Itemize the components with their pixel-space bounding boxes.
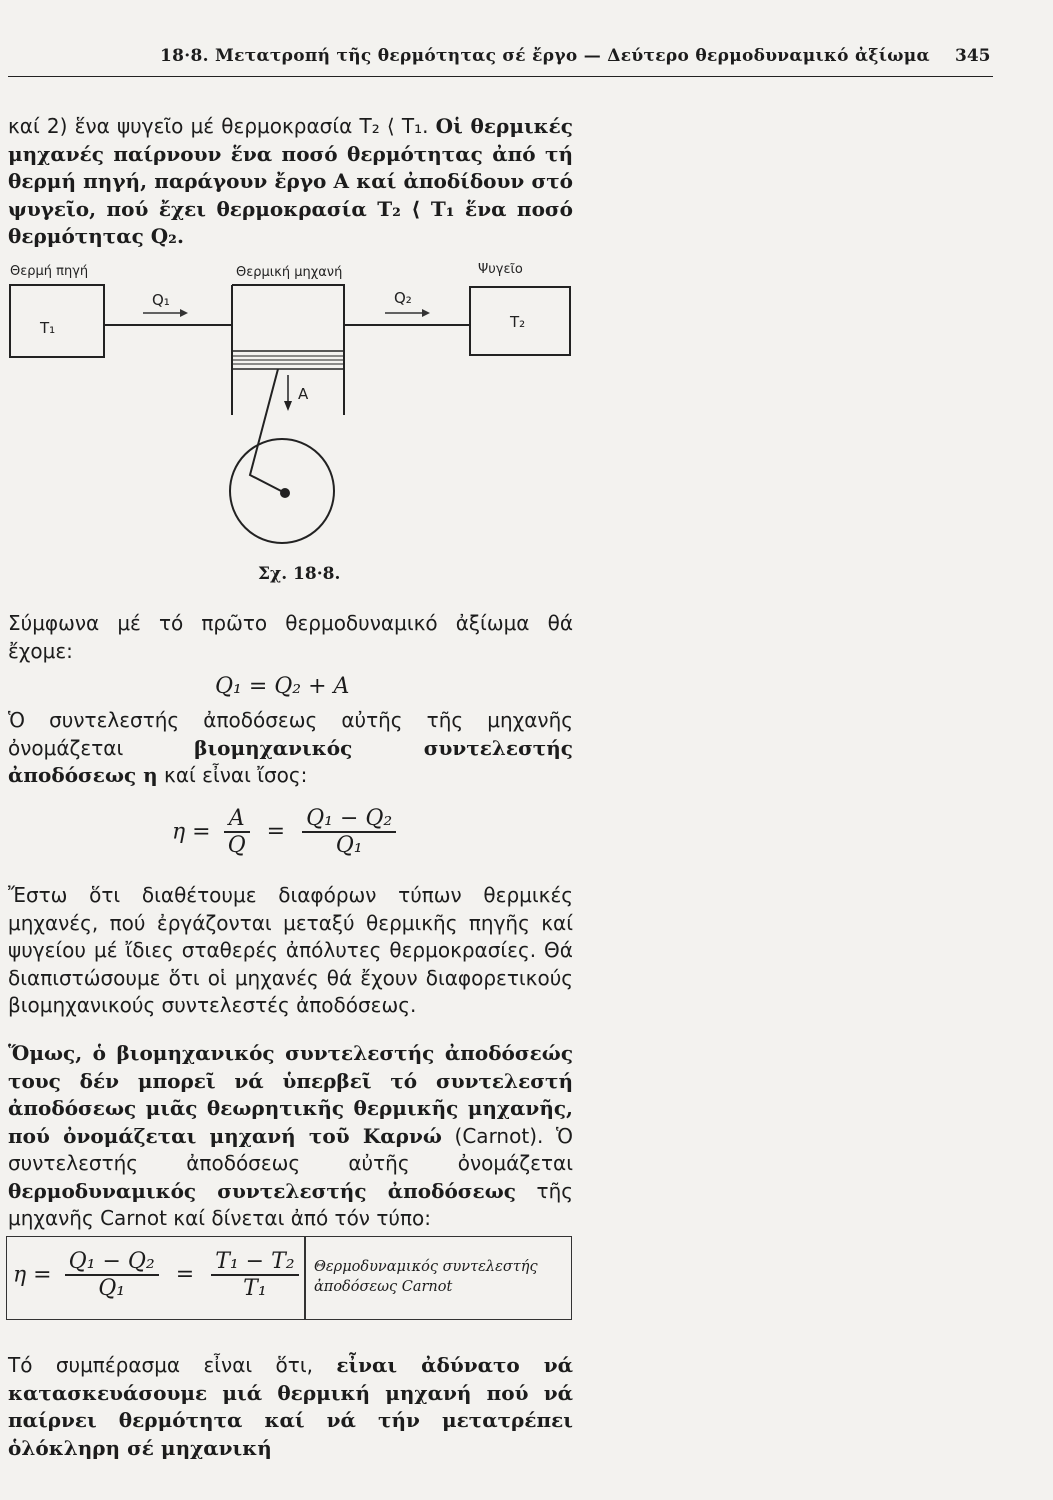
intro-bold: Οἱ θερμικές μηχανές παίρνουν ἕνα ποσό θερμότητας ἀπό τή θερμή πηγή, παράγουν ἔργο A καί ἀποδίδουν στό ψυγεῖο, πού ἔχει θερμοκρασία T₂ ⟨ T₁ ἕνα ποσό θερμότητας Q₂. [8,114,573,248]
intro-text: καί 2) ἕνα ψυγεῖο μέ θερμοκρασία T₂ ⟨ T₁. [8,114,436,138]
eq3-equals: = [175,1262,195,1288]
eq2-num2: Q₁ − Q₂ [306,806,393,831]
figure-caption: Σχ. 18·8. [258,564,341,584]
carnot-text-b: τῆς μηχανῆς Carnot καί δίνεται ἀπό τόν τύπο: [8,1178,574,1230]
carnot-paragraph [8,1040,573,1233]
intro-paragraph [8,113,573,251]
cold-label: Ψυγεῖο [478,262,523,277]
carnot-bold: Ὅμως, ὁ βιομηχανικός συντελεστής ἀποδόσεώς τους δέν μπορεῖ νά ὑπερβεῖ τό συντελεστή ἀποδόσεως μιᾶς θεωρητικῆς θερμικῆς μηχανῆς, πού ὀνομάζεται μηχανή τοῦ Καρνώ [8,1041,573,1148]
hot-source-label: Θερμή πηγή [10,264,89,279]
carnot-formula-box [6,1236,572,1320]
page-number: 345 [955,46,991,66]
engines-paragraph: Ἔστω ὅτι διαθέτουμε διαφόρων τύπων θερμικές μηχανές, πού ἐργάζονται μεταξύ θερμικῆς πηγῆς καί ψυγείου μέ ἴδιες σταθερές ἀπόλυτες θερμοκρασίες. Θά διαπιστώσουμε ὅτι οἱ μηχανές θά ἔχουν διαφορετικούς βιομηχανικούς συντελεστές ἀποδόσεως. [8,883,573,1017]
heat-engine-figure [0,255,580,565]
carnot-note: Θερμοδυναμικός συντελεστής ἀποδόσεως Carnot [314,1259,538,1295]
header-rule [8,76,993,77]
eq2-den1: Q [227,832,246,858]
efficiency-equation [172,806,396,858]
efficiency-paragraph [8,707,573,790]
page-header [0,44,1053,78]
eq3-frac-a [65,1249,159,1301]
eq2-equals: = [266,819,286,845]
box-divider [304,1237,306,1319]
first-law-paragraph: Σύμφωνα μέ τό πρῶτο θερμοδυναμικό ἀξίωμα θά ἔχομε: [8,611,573,663]
engine-label: Θερμική μηχανή [236,265,343,280]
running-title: 18·8. Μετατροπή τῆς θερμότητας σέ ἔργο — Δεύτερο θερμοδυναμικό ἀξίωμα [160,46,930,66]
eq2-eta: η = [172,819,211,845]
eq2-den2: Q₁ [335,832,363,858]
eq3-num1: Q₁ − Q₂ [68,1249,155,1274]
hot-source-box [10,285,104,357]
eq3-eta: η = [13,1262,52,1288]
eq3-num2: T₁ − T₂ [215,1249,295,1274]
efficiency-text-a: Ὁ συντελεστής ἀποδόσεως αὐτῆς τῆς μηχανῆς ὀνομάζεται [8,708,573,760]
conclusion-text: Τό συμπέρασμα εἶναι ὅτι, [8,1353,337,1377]
eq2-frac-a [224,806,250,858]
carnot-equation [13,1249,299,1301]
eq2-num1: A [228,806,245,831]
eq3-den2: T₁ [243,1275,267,1301]
carnot-text-a: (Carnot). Ὁ συντελεστής ἀποδόσεως αὐτῆς ὀνομάζεται [8,1123,573,1175]
eq2-frac-b [302,806,396,858]
work-label: A [298,385,309,403]
q1-label: Q₁ [152,291,170,309]
carnot-bold-2: θερμοδυναμικός συντελεστής ἀποδόσεως [8,1178,516,1203]
first-law-equation: Q₁ = Q₂ + A [215,674,350,699]
conclusion-paragraph [8,1352,573,1462]
eq3-den1: Q₁ [98,1275,126,1301]
conclusion-bold: εἶναι ἀδύνατο νά κατασκευάσουμε μιά θερμική μηχανή πού νά παίρνει θερμότητα καί νά τήν μετατρέπει ὁλόκληρη σέ μηχανική [8,1353,573,1460]
t1-label: T₁ [40,319,56,337]
efficiency-text-b: καί εἶναι ἴσος: [157,763,308,787]
t2-label: T₂ [510,313,526,331]
eq3-frac-b [211,1249,298,1301]
efficiency-bold: βιομηχανικός συντελεστής ἀποδόσεως η [8,735,573,787]
q2-label: Q₂ [394,289,412,307]
